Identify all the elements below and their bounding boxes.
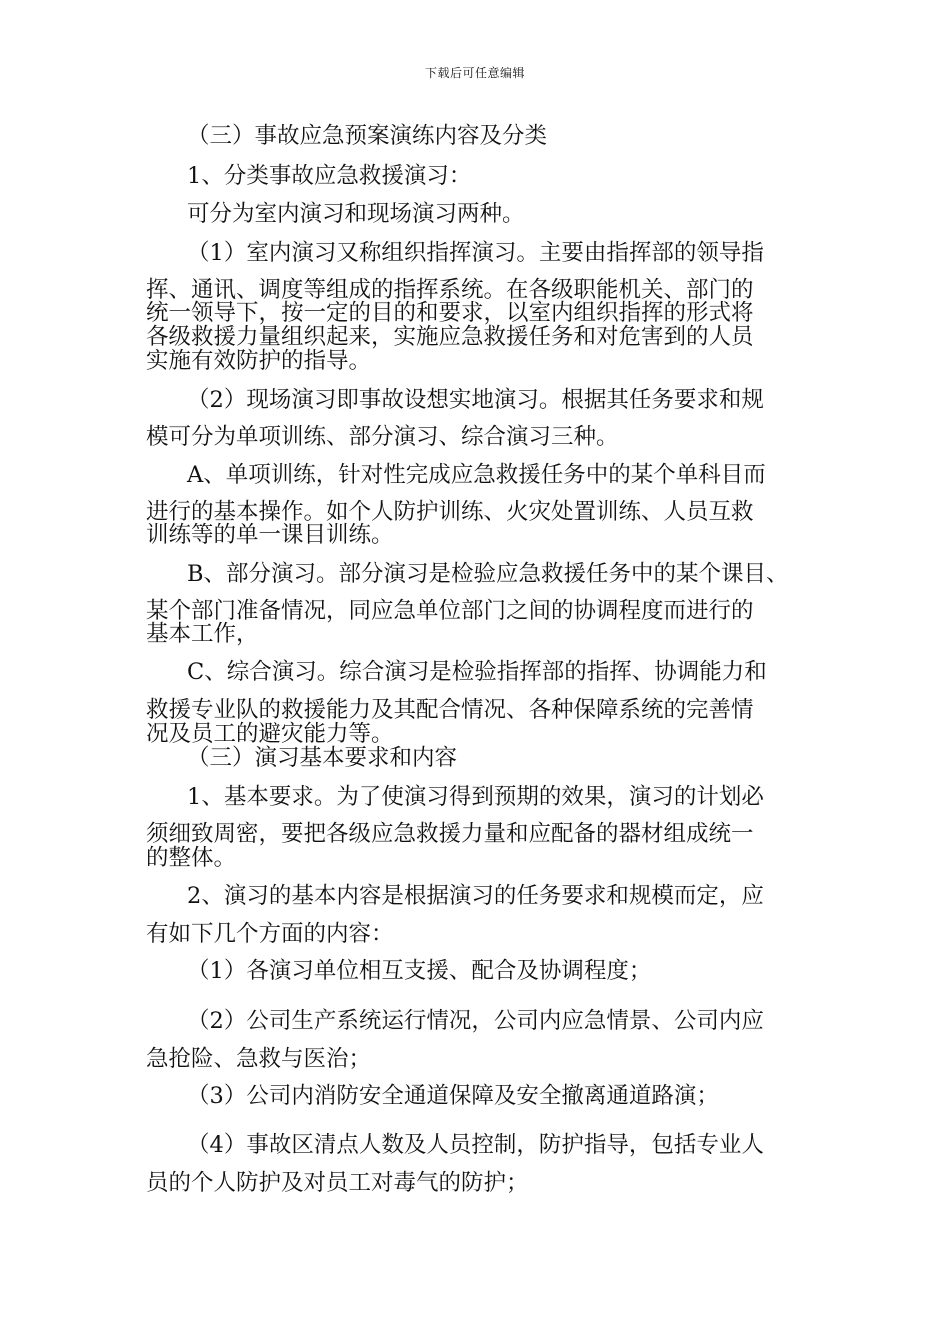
paragraph-line: 的整体。 bbox=[146, 845, 237, 871]
paragraph-line: 1、基本要求。为了使演习得到预期的效果，演习的计划必 bbox=[187, 784, 764, 810]
paragraph-line: 某个部门准备情况，同应急单位部门之间的协调程度而进行的 bbox=[146, 598, 754, 624]
paragraph-line: 基本工作， bbox=[146, 621, 259, 647]
paragraph-line: 救援专业队的救援能力及其配合情况、各种保障系统的完善情 bbox=[146, 697, 754, 723]
subsection-heading: 1、分类事故应急救援演习： bbox=[187, 163, 472, 189]
page-header: 下载后可任意编辑 bbox=[424, 66, 525, 80]
paragraph-line: （2）现场演习即事故设想实地演习。根据其任务要求和规 bbox=[187, 387, 764, 413]
paragraph-line: 可分为室内演习和现场演习两种。 bbox=[187, 201, 525, 227]
paragraph-line: 进行的基本操作。如个人防护训练、火灾处置训练、人员互救 bbox=[146, 499, 754, 525]
section-heading: （三）演习基本要求和内容 bbox=[187, 745, 458, 771]
list-item: （2）公司生产系统运行情况，公司内应急情景、公司内应 bbox=[187, 1008, 764, 1034]
paragraph-line: C、综合演习。综合演习是检验指挥部的指挥、协调能力和 bbox=[187, 659, 767, 685]
list-item: （3）公司内消防安全通道保障及安全撤离通道路演； bbox=[187, 1083, 719, 1109]
paragraph-line: 2、演习的基本内容是根据演习的任务要求和规模而定，应 bbox=[187, 883, 764, 909]
list-item-continuation: 员的个人防护及对员工对毒气的防护； bbox=[146, 1170, 529, 1196]
paragraph-line: B、部分演习。部分演习是检验应急救援任务中的某个课目、 bbox=[187, 561, 789, 587]
list-item: （4）事故区清点人数及人员控制，防护指导，包括专业人 bbox=[187, 1132, 764, 1158]
paragraph-line: 模可分为单项训练、部分演习、综合演习三种。 bbox=[146, 424, 619, 450]
paragraph-line: 统一领导下，按一定的目的和要求，以室内组织指挥的形式将 bbox=[146, 300, 754, 326]
paragraph-line: 况及员工的避灾能力等。 bbox=[146, 721, 394, 747]
paragraph-line: 训练等的单一课目训练。 bbox=[146, 522, 394, 548]
list-item-continuation: 急抢险、急救与医治； bbox=[146, 1046, 372, 1072]
list-item: （1）各演习单位相互支援、配合及协调程度； bbox=[187, 958, 652, 984]
paragraph-line: 挥、通讯、调度等组成的指挥系统。在各级职能机关、部门的 bbox=[146, 277, 754, 303]
paragraph-line: 须细致周密，要把各级应急救援力量和应配备的器材组成统一 bbox=[146, 821, 754, 847]
paragraph-line: 有如下几个方面的内容： bbox=[146, 921, 394, 947]
paragraph-line: A、单项训练，针对性完成应急救援任务中的某个单科目而 bbox=[187, 462, 766, 488]
paragraph-line: （1）室内演习又称组织指挥演习。主要由指挥部的领导指 bbox=[187, 240, 764, 266]
section-heading: （三）事故应急预案演练内容及分类 bbox=[187, 123, 548, 149]
paragraph-line: 各级救援力量组织起来，实施应急救援任务和对危害到的人员 bbox=[146, 324, 754, 350]
paragraph-line: 实施有效防护的指导。 bbox=[146, 348, 372, 374]
